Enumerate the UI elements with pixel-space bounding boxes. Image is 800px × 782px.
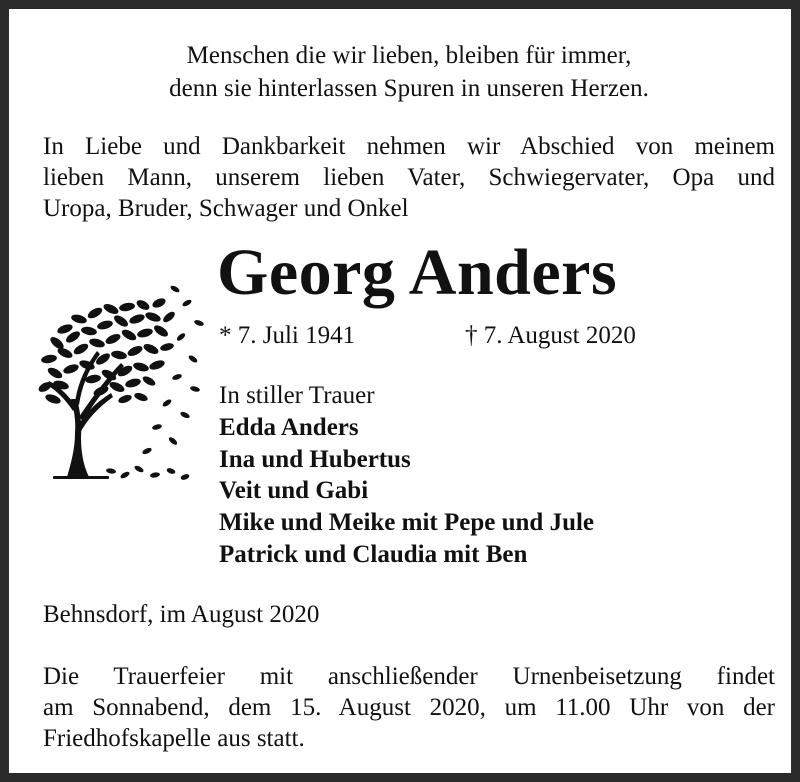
tree-with-falling-leaves-icon [35, 281, 215, 491]
motto-line-2: denn sie hinterlassen Spuren in unseren Herzen. [169, 75, 649, 102]
deceased-name: Georg Anders [217, 236, 618, 309]
funeral-line-2: am Sonnabend, dem 15. August 2020, um 11.00 Uhr von der [43, 694, 775, 721]
death-date: † 7. August 2020 [465, 322, 636, 349]
funeral-line-1: Die Trauerfeier mit anschließender Urnenbeisetzung findet [43, 663, 775, 690]
intro-line-2: lieben Mann, unserem lieben Vater, Schwiegervater, Opa und [43, 164, 775, 191]
place-and-date: Behnsdorf, im August 2020 [43, 601, 320, 628]
motto-line-1: Menschen die wir lieben, bleiben für immer, [186, 42, 632, 69]
mourner-name: Edda Anders [219, 413, 359, 441]
motto-verse [29, 39, 789, 105]
intro-line-3: Uropa, Bruder, Schwager und Onkel [43, 195, 409, 222]
mourners-heading: In stiller Trauer [219, 382, 375, 409]
intro-line-1: In Liebe und Dankbarkeit nehmen wir Abschied von meinem [43, 133, 775, 160]
mourners-list [219, 380, 594, 571]
mourner-name: Mike und Meike mit Pepe und Jule [219, 509, 595, 537]
mourner-name: Ina und Hubertus [219, 445, 411, 473]
mourner-name: Veit und Gabi [219, 477, 369, 505]
intro-text [43, 131, 775, 224]
mourner-name: Patrick und Claudia mit Ben [219, 540, 528, 568]
birth-date: * 7. Juli 1941 [219, 322, 356, 349]
funeral-line-3: Friedhofskapelle aus statt. [43, 725, 305, 752]
funeral-info [43, 661, 775, 754]
